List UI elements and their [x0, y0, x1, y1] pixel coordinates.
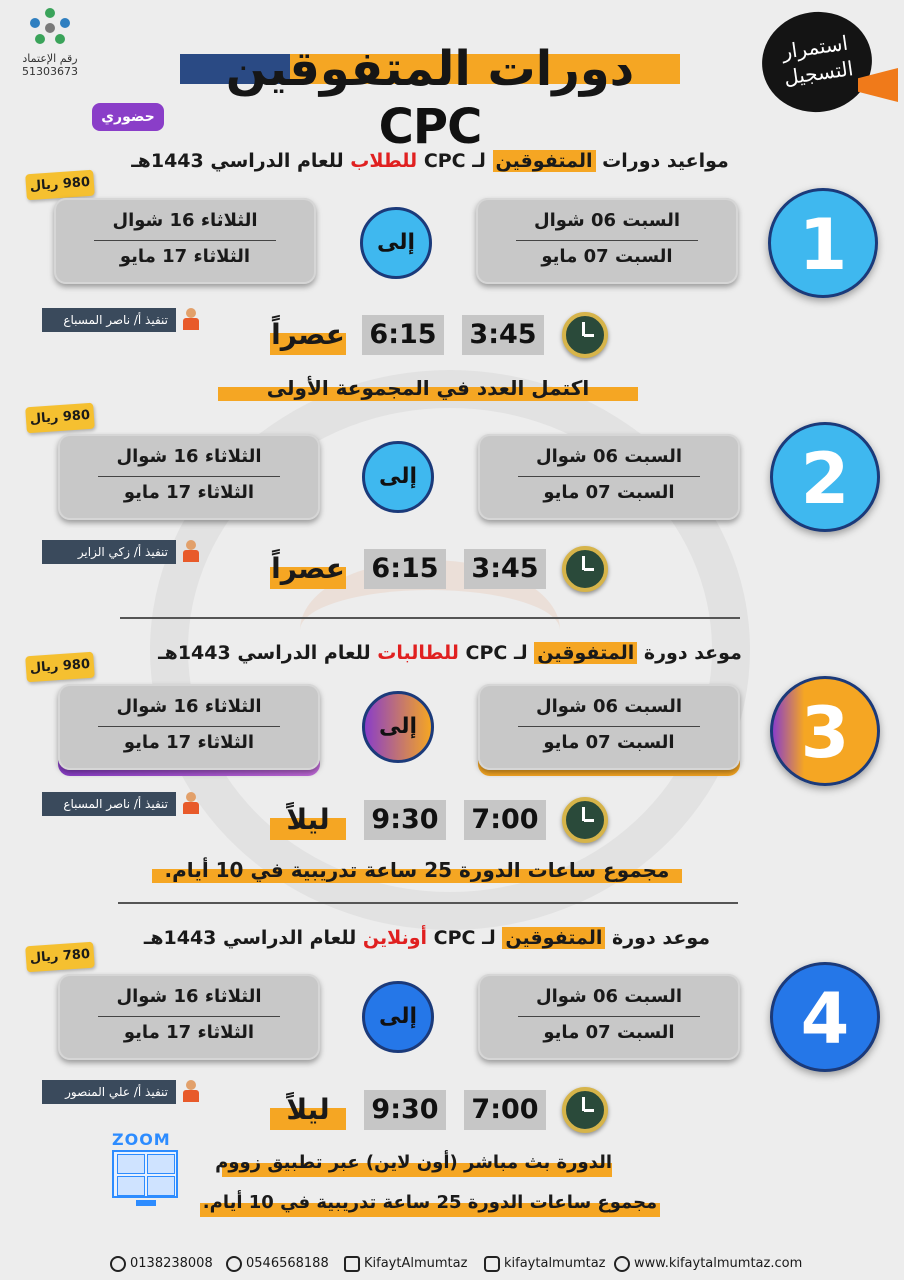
footer-website[interactable]: [614, 1252, 802, 1276]
section-divider: [118, 902, 738, 904]
whatsapp-number: 0546568188: [246, 1256, 329, 1271]
heading-highlight: المتفوقين: [502, 927, 605, 949]
card-divider: [518, 476, 700, 477]
card-divider: [98, 726, 280, 727]
heading-pre: مواعيد دورات: [602, 150, 729, 172]
period-label: عصراً: [270, 315, 346, 355]
card-divider: [98, 476, 280, 477]
time-from: 7:00: [464, 1090, 546, 1130]
heading-year: للعام الدراسي 1443هـ: [158, 642, 371, 664]
end-greg: الثلاثاء 17 مايو: [123, 482, 255, 503]
accreditation-label: رقم الإعتماد: [22, 52, 78, 65]
heading-pre: موعد دورة: [643, 642, 742, 664]
accreditation-logo: [10, 8, 90, 78]
card-divider: [516, 240, 698, 241]
period-label: عصراً: [270, 549, 346, 589]
time-from: 3:45: [462, 315, 544, 355]
zoom-stand-icon: [136, 1200, 156, 1206]
end-date-card: [58, 974, 320, 1060]
section-heading: [143, 927, 710, 949]
trainer-label: تنفيذ أ/ ناصر المسباع: [42, 792, 176, 816]
registration-badge: [756, 5, 879, 119]
end-date-card: [54, 198, 316, 284]
heading-audience: للطلاب: [350, 150, 418, 172]
to-circle: إلى: [362, 691, 434, 763]
end-greg: الثلاثاء 17 مايو: [123, 732, 255, 753]
clock-icon: [562, 1087, 608, 1133]
footer-instagram[interactable]: [484, 1252, 606, 1276]
footer-twitter[interactable]: [344, 1252, 467, 1276]
price-tag: 980 ريال: [25, 403, 95, 434]
clock-icon: [562, 546, 608, 592]
whatsapp-icon: [110, 1256, 126, 1272]
accreditation-number: 51303673: [22, 65, 78, 78]
twitter-handle: KifaytAlmumtaz: [364, 1256, 468, 1271]
price-tag: 980 ريال: [25, 170, 95, 201]
end-hijri: الثلاثاء 16 شوال: [112, 210, 258, 231]
course-number: 2: [770, 422, 880, 532]
price-tag: 980 ريال: [25, 652, 95, 683]
end-hijri: الثلاثاء 16 شوال: [116, 446, 262, 467]
end-greg: الثلاثاء 17 مايو: [123, 1022, 255, 1043]
heading-mid: لـ CPC: [433, 927, 496, 949]
trainer-label: تنفيذ أ/ زكي الزاير: [42, 540, 176, 564]
heading-audience: للطالبات: [377, 642, 459, 664]
heading-audience: أونلاين: [362, 927, 428, 949]
zoom-live-note: الدورة بث مباشر (أون لاين) عبر تطبيق زووم: [215, 1152, 612, 1173]
course-number: 1: [768, 188, 878, 298]
to-circle: إلى: [362, 441, 434, 513]
period-label: ليلاً: [270, 800, 346, 840]
start-hijri: السبت 06 شوال: [535, 446, 683, 467]
start-hijri: السبت 06 شوال: [535, 696, 683, 717]
card-divider: [518, 1016, 700, 1017]
course-number: 4: [770, 962, 880, 1072]
start-greg: السبت 07 مايو: [543, 732, 675, 753]
trainer-icon: [178, 792, 202, 816]
section-heading: [150, 642, 750, 664]
footer-whatsapp[interactable]: [226, 1252, 329, 1276]
end-hijri: الثلاثاء 16 شوال: [116, 696, 262, 717]
heading-mid: لـ CPC: [465, 642, 528, 664]
total-hours-note: مجموع ساعات الدورة 25 ساعة تدريبية في 10 أيام.: [164, 858, 670, 882]
end-hijri: الثلاثاء 16 شوال: [116, 986, 262, 1007]
section-divider: [120, 617, 740, 619]
course-number: 3: [770, 676, 880, 786]
whatsapp-icon: [226, 1256, 242, 1272]
badge-line2: التسجيل: [782, 56, 855, 90]
website-url: www.kifaytalmumtaz.com: [634, 1256, 803, 1271]
globe-icon: [614, 1256, 630, 1272]
page-title: [180, 40, 680, 155]
start-date-card: [478, 684, 740, 770]
end-date-card: [58, 434, 320, 520]
card-divider: [94, 240, 276, 241]
twitter-icon: [344, 1256, 360, 1272]
time-from: 3:45: [464, 549, 546, 589]
trainer-icon: [178, 1080, 202, 1104]
time-to: 9:30: [364, 800, 446, 840]
start-greg: السبت 07 مايو: [541, 246, 673, 267]
trainer-icon: [178, 308, 202, 332]
zoom-logo: ZOOM: [112, 1130, 171, 1149]
institution-logo-icon: [30, 8, 70, 48]
to-circle: إلى: [360, 207, 432, 279]
time-to: 9:30: [364, 1090, 446, 1130]
heading-pre: موعد دورة: [612, 927, 710, 949]
card-divider: [518, 726, 700, 727]
heading-year: للعام الدراسي 1443هـ: [143, 927, 357, 949]
clock-icon: [562, 797, 608, 843]
card-divider: [98, 1016, 280, 1017]
zoom-screen-icon: [112, 1150, 178, 1198]
time-to: 6:15: [364, 549, 446, 589]
end-date-card: [58, 684, 320, 770]
start-greg: السبت 07 مايو: [543, 1022, 675, 1043]
mode-tag: حضوري: [92, 103, 164, 131]
instagram-icon: [484, 1256, 500, 1272]
period-label: ليلاً: [270, 1090, 346, 1130]
heading-highlight: المتفوقين: [534, 642, 637, 664]
trainer-label: تنفيذ أ/ ناصر المسباع: [42, 308, 176, 332]
price-tag: 780 ريال: [25, 942, 95, 973]
section-heading: [80, 150, 780, 172]
time-to: 6:15: [362, 315, 444, 355]
heading-year: للعام الدراسي 1443هـ: [131, 150, 344, 172]
heading-highlight: المتفوقين: [493, 150, 596, 172]
badge-line1: استمرار: [780, 30, 850, 64]
phone-number: 0138238008: [130, 1256, 213, 1271]
trainer-label: تنفيذ أ/ علي المنصور: [42, 1080, 176, 1104]
clock-icon: [562, 312, 608, 358]
title-main: دورات المتفوقين: [225, 41, 635, 97]
trainer-icon: [178, 540, 202, 564]
to-circle: إلى: [362, 981, 434, 1053]
group-full-note: اكتمل العدد في المجموعة الأولى: [266, 376, 590, 400]
start-hijri: السبت 06 شوال: [533, 210, 681, 231]
total-hours-online-note: مجموع ساعات الدورة 25 ساعة تدريبية في 10 أيام.: [202, 1192, 658, 1213]
heading-mid: لـ CPC: [423, 150, 486, 172]
start-date-card: [478, 434, 740, 520]
start-greg: السبت 07 مايو: [543, 482, 675, 503]
instagram-handle: kifaytalmumtaz: [504, 1256, 606, 1271]
title-cpc: CPC: [378, 99, 482, 155]
start-hijri: السبت 06 شوال: [535, 986, 683, 1007]
start-date-card: [476, 198, 738, 284]
start-date-card: [478, 974, 740, 1060]
footer-contacts: [0, 1252, 904, 1276]
time-from: 7:00: [464, 800, 546, 840]
footer-phone[interactable]: [110, 1252, 213, 1276]
end-greg: الثلاثاء 17 مايو: [119, 246, 251, 267]
